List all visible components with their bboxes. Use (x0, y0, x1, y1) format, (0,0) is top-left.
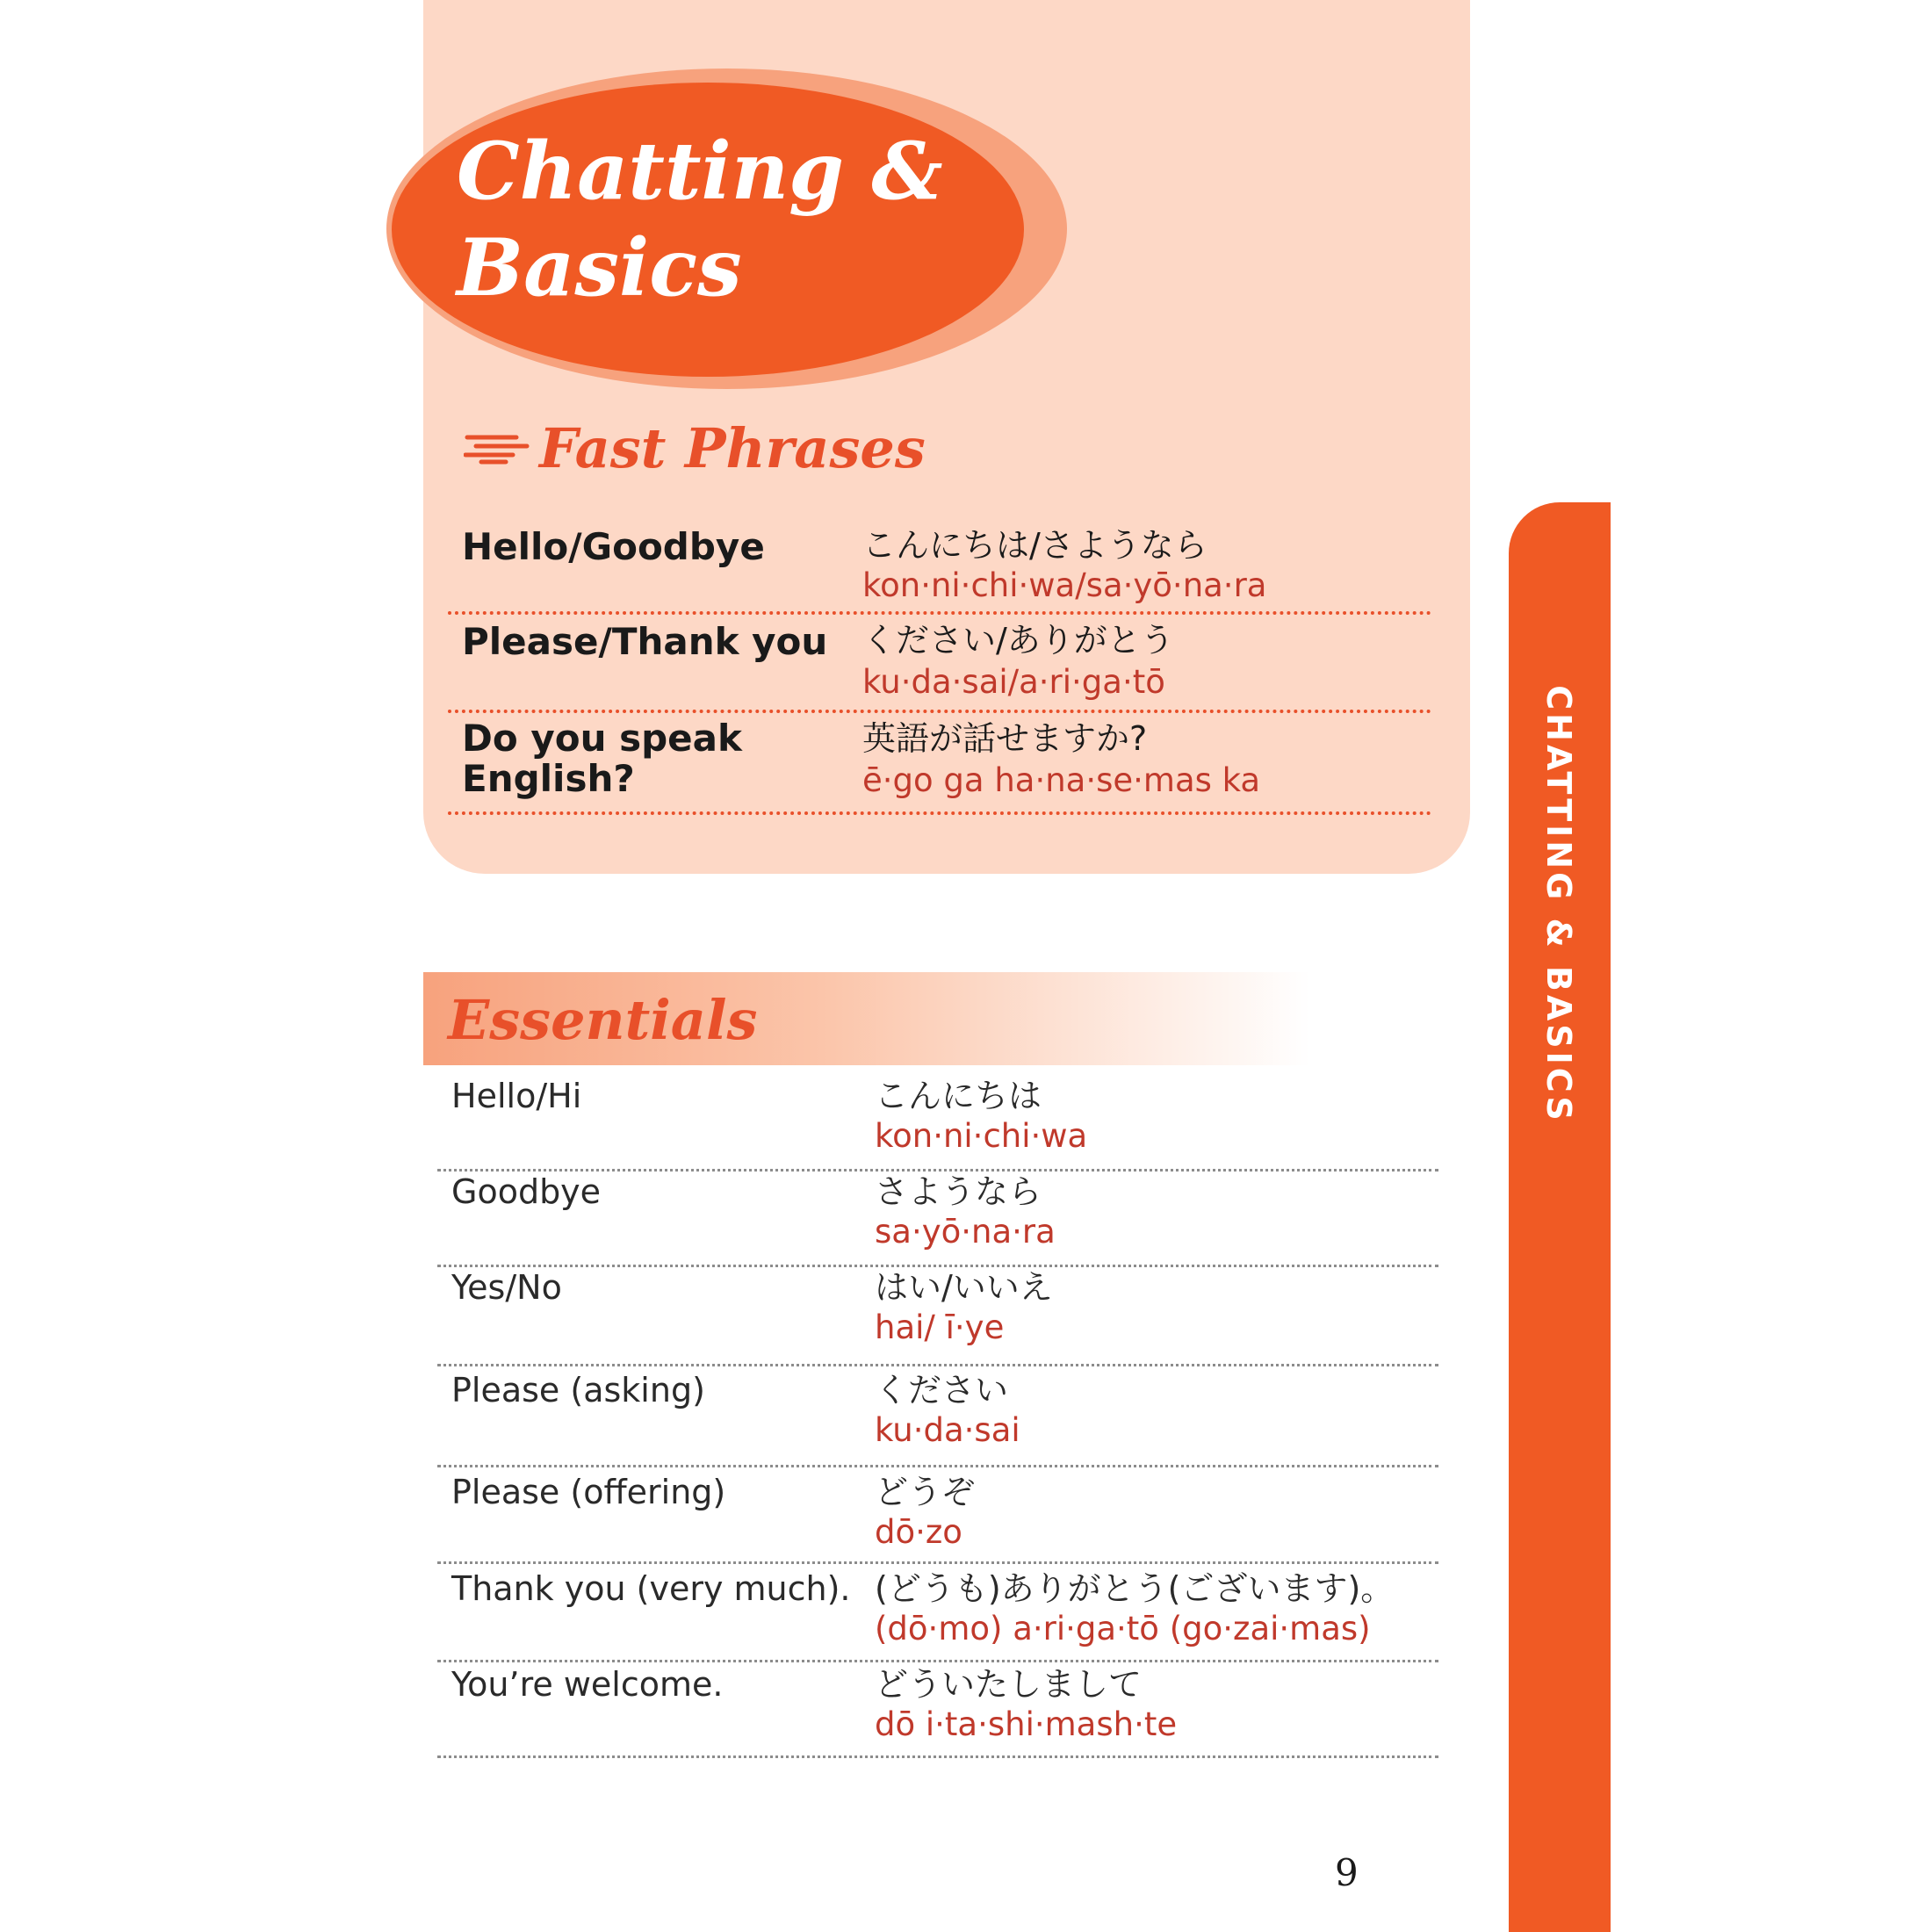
essential-japanese: さようなら (875, 1172, 1042, 1211)
essentials-heading: Essentials (448, 988, 758, 1052)
phrase-english: Hello/Goodbye (462, 525, 765, 568)
page-number: 9 (1335, 1851, 1359, 1894)
phrase-romaji: kon·ni·chi·wa/sa·yō·na·ra (862, 566, 1267, 604)
essentials-row (437, 1568, 1438, 1662)
phrase-japanese: ください/ありがとう (862, 621, 1174, 660)
essentials-row (437, 1370, 1438, 1467)
fast-phrases-heading-text: Fast Phrases (539, 415, 926, 480)
essential-romaji: sa·yō·na·ra (875, 1213, 1056, 1251)
essential-english: Hello/Hi (451, 1077, 582, 1115)
essentials-row (437, 1472, 1438, 1564)
essential-japanese: (どうも)ありがとう(ございます)。 (875, 1569, 1395, 1608)
essential-japanese: はい/いいえ (875, 1268, 1053, 1307)
essential-japanese: こんにちは (875, 1077, 1042, 1115)
speed-lines-icon (464, 430, 530, 465)
phrase-english: Please/Thank you (462, 620, 828, 663)
essential-japanese: どうぞ (875, 1473, 976, 1511)
essential-romaji: hai/ ī·ye (875, 1308, 1005, 1346)
essential-romaji: (dō·mo) a·ri·ga·tō (go·zai·mas) (875, 1610, 1371, 1647)
essential-romaji: kon·ni·chi·wa (875, 1117, 1088, 1155)
essentials-row (437, 1267, 1438, 1366)
phrase-japanese: 英語が話せますか? (862, 719, 1148, 758)
essential-romaji: ku·da·sai (875, 1411, 1020, 1449)
essential-japanese: どういたしまして (875, 1665, 1143, 1704)
essential-english: Yes/No (451, 1268, 562, 1307)
chapter-title-line1: Chatting & (457, 125, 943, 218)
chapter-title (457, 123, 943, 316)
fast-phrase-row (448, 615, 1431, 713)
essentials-row (437, 1076, 1438, 1171)
essential-english: Please (offering) (451, 1473, 726, 1511)
essential-romaji: dō·zo (875, 1513, 962, 1551)
essentials-row (437, 1664, 1438, 1758)
fast-phrases-heading (464, 413, 926, 483)
essential-romaji: dō i·ta·shi·mash·te (875, 1705, 1178, 1743)
essential-english: Goodbye (451, 1172, 602, 1211)
fast-phrase-row (448, 518, 1431, 615)
essentials-row (437, 1171, 1438, 1267)
phrase-japanese: こんにちは/さようなら (862, 526, 1208, 565)
essential-japanese: ください (875, 1371, 1009, 1409)
chapter-title-line2: Basics (457, 221, 742, 314)
essential-english: You’re welcome. (451, 1665, 724, 1704)
chapter-side-tab-label: CHATTING & BASICS (1539, 685, 1578, 1124)
essential-english: Thank you (very much). (451, 1569, 851, 1608)
fast-phrase-row (448, 713, 1431, 815)
essential-english: Please (asking) (451, 1371, 705, 1409)
phrase-english: Do you speak English? (462, 717, 742, 800)
phrase-romaji: ē·go ga ha·na·se·mas ka (862, 761, 1261, 799)
phrase-romaji: ku·da·sai/a·ri·ga·tō (862, 663, 1165, 701)
